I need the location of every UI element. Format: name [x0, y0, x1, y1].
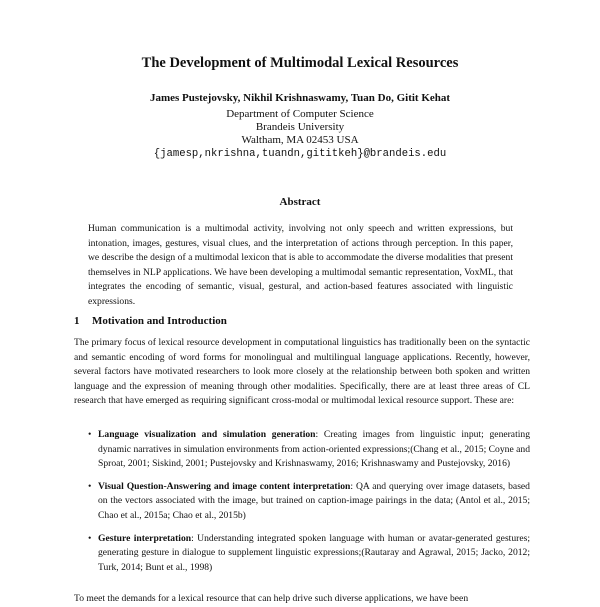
abstract-text: Human communication is a multimodal activity, involving not only speech and written expressions, but intonation, images, gestures, visual clues, and the interpretation of actions through perception. In this paper, we describe the design of a multimodal lexicon that is able to accommodate the diverse modalities that present themselves in NLP applications. We have been developing a multimodal semantic representation, VoxML, that integrates the encoding of semantic, visual, gestural, and action-based features associated with linguistic expressions.	[88, 223, 513, 307]
section-number: 1	[74, 315, 80, 327]
university: Brandeis University	[255, 121, 345, 133]
bullet-icon: •	[88, 429, 92, 440]
section-heading	[74, 315, 227, 327]
bullet-term: Gesture interpretation	[98, 532, 192, 544]
list-item	[88, 480, 530, 524]
bullet-text: : Creating images from linguistic input; generating dynamic narratives in simulation environments from action-oriented expressions;(Chang et al., 2015; Coyne and Sproat, 2001; Siskind, 2001; Pustejovsky and Krishnaswamy, 2016; Krishnaswamy and Pustejovsky, 2016)	[98, 429, 530, 470]
bullet-text: : QA and querying over image datasets, based on the vectors associated with the image, but trained on caption-image pairings in the data; (Antol et al., 2015; Chao et al., 2015a; Chao et al., 2015b)	[98, 480, 530, 521]
author-list: James Pustejovsky, Nikhil Krishnaswamy, Tuan Do, Gitit Kehat	[149, 92, 451, 104]
bullet-term: Language visualization and simulation generation	[98, 429, 316, 440]
author-emails: {jamesp,nkrishna,tuandn,gititkeh}@brandeis.edu	[153, 148, 447, 160]
list-item	[88, 428, 530, 472]
bullet-icon: •	[88, 480, 92, 492]
bullet-list	[88, 428, 530, 575]
department: Department of Computer Science	[226, 108, 374, 120]
bullet-text: : Understanding integrated spoken language with human or avatar-generated gestures; generating gesture in dialogue to supplement linguistic expressions;(Rautaray and Agrawal, 2015; Jacko, 2012; Turk, 2014; Bunt et al., 1998)	[98, 532, 530, 573]
trailing-sentence: To meet the demands for a lexical resource that can help drive such diverse applications, we have been	[74, 593, 469, 604]
intro-paragraph: The primary focus of lexical resource development in computational linguistics has traditionally been on the syntactic and semantic encoding of word forms for monolingual and multilingual language applications. Recently, however, several factors have motivated researchers to look more closely at the relationship between both spoken and written language and the expression of meaning through other modalities. Specifically, there are at least three areas of CL research that have emerged as requiring significant cross-modal or multimodal lexical resource support. These are:	[74, 337, 530, 407]
list-item	[88, 532, 530, 576]
bullet-icon: •	[88, 532, 92, 544]
address: Waltham, MA 02453 USA	[241, 134, 359, 146]
section-title: Motivation and Introduction	[92, 315, 227, 327]
abstract-heading: Abstract	[279, 196, 321, 208]
paper-title: The Development of Multimodal Lexical Resources	[141, 55, 459, 71]
bullet-term: Visual Question-Answering and image content interpretation	[98, 480, 351, 492]
